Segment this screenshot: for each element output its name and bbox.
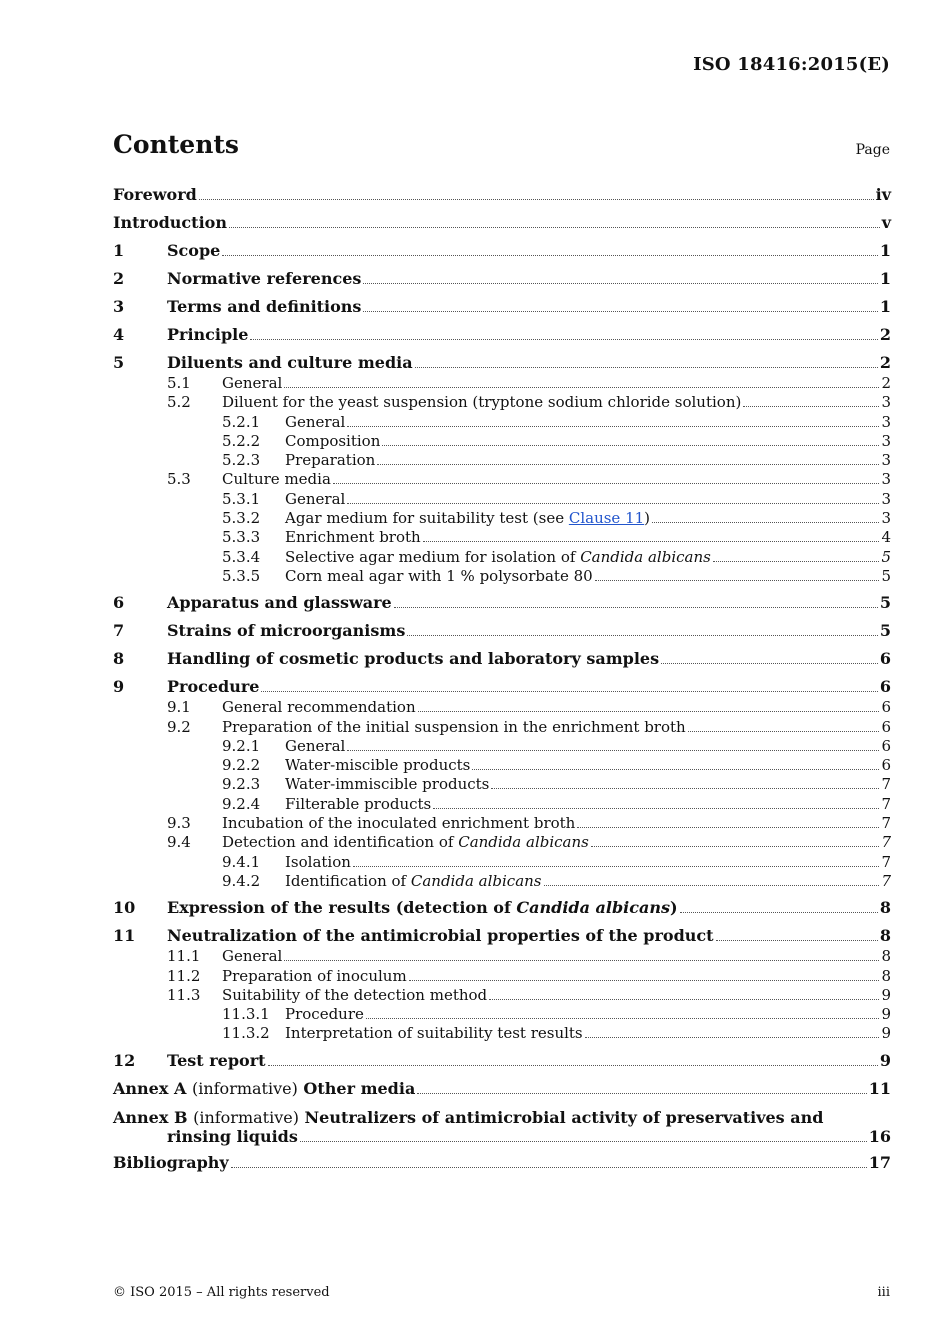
- toc-entry-number: 9.4: [167, 833, 191, 852]
- toc-entry-number: 5.3.3: [222, 528, 261, 547]
- clause-link[interactable]: Clause 11: [568, 509, 645, 528]
- dot-leader: [261, 691, 877, 692]
- toc-entry-title-text: Neutralization of the antimicrobial properties of the product: [167, 926, 714, 946]
- toc-entry[interactable]: [113, 967, 891, 986]
- toc-entry-page: 5: [879, 593, 891, 613]
- toc-entry[interactable]: [113, 947, 891, 966]
- toc-entry-page: 6: [879, 649, 891, 669]
- toc-entry-title: [167, 1050, 266, 1072]
- dot-leader: [423, 541, 880, 542]
- dot-leader: [743, 406, 879, 407]
- dot-leader: [407, 635, 878, 636]
- toc-entry-title-text: Incubation of the inoculated enrichment broth: [222, 814, 576, 833]
- toc-entry[interactable]: [113, 833, 891, 852]
- toc-entry-title: [285, 872, 542, 891]
- toc-entry[interactable]: [113, 184, 891, 206]
- toc-entry-page: 3: [881, 509, 891, 528]
- dot-leader: [363, 311, 877, 312]
- dot-leader: [661, 663, 878, 664]
- dot-leader: [489, 999, 879, 1000]
- toc-entry-title: [222, 374, 282, 393]
- dot-leader: [347, 503, 879, 504]
- toc-entry-page: iv: [875, 185, 891, 204]
- toc-entry-page: 6: [881, 698, 891, 717]
- toc-entry-title-text: General: [222, 947, 283, 966]
- toc-entry-title: [167, 925, 714, 947]
- toc-entry[interactable]: [113, 268, 891, 290]
- contents-title: Contents: [113, 130, 240, 159]
- toc-entry-page: 8: [879, 898, 891, 918]
- toc-entry-title-text: Procedure: [285, 1005, 364, 1024]
- bibliography-page: 17: [868, 1152, 891, 1172]
- toc-entry[interactable]: [113, 676, 891, 698]
- toc-entry-page: 6: [881, 736, 891, 755]
- toc-entry-title: [167, 324, 248, 346]
- toc-entry-number: 7: [113, 621, 125, 641]
- toc-entry-title: [222, 967, 407, 986]
- annex-title-text: Other media: [303, 1078, 416, 1098]
- annex-suffix: (informative): [193, 1107, 299, 1127]
- toc-entry-number: 3: [113, 297, 125, 316]
- toc-entry-title: [285, 490, 345, 509]
- toc-entry-title-text: Enrichment broth: [285, 528, 421, 547]
- dot-leader: [333, 483, 880, 484]
- toc-entry-page: 6: [881, 717, 891, 736]
- toc-entry[interactable]: [113, 775, 891, 794]
- annex-page: 16: [868, 1126, 891, 1146]
- annex-entry[interactable]: [113, 1078, 891, 1100]
- toc-entry-page: 3: [881, 470, 891, 489]
- toc-entry[interactable]: [113, 925, 891, 947]
- dot-leader: [268, 1065, 878, 1066]
- toc-entry-title: [222, 814, 575, 833]
- toc-entry-title: [285, 756, 470, 775]
- toc-entry-title-italic: Candida albicans: [580, 547, 711, 566]
- toc-entry-number: 11.3: [167, 985, 201, 1004]
- toc-entry-page: 7: [881, 871, 891, 890]
- toc-entry[interactable]: [113, 853, 891, 872]
- toc-entry-number: 9.1: [167, 698, 191, 717]
- dot-leader: [366, 1018, 880, 1019]
- toc-entry-page: 8: [881, 947, 891, 966]
- toc-entry-title: [222, 986, 487, 1005]
- dot-leader: [229, 227, 880, 228]
- toc-entry-title-text: Water-immiscible products: [285, 775, 490, 794]
- toc-entry[interactable]: [113, 986, 891, 1005]
- toc-entry-title-text: Strains of microorganisms: [167, 621, 406, 641]
- toc-entry[interactable]: [113, 620, 891, 642]
- toc-entry-title-text: Isolation: [285, 852, 351, 871]
- dot-leader: [544, 885, 880, 886]
- toc-entry-title-text: Handling of cosmetic products and laboratory samples: [167, 649, 660, 669]
- toc-entry[interactable]: [113, 718, 891, 737]
- toc-entry-title: [285, 795, 431, 814]
- toc-entry-number: 9.4.1: [222, 852, 261, 871]
- toc-entry-title-text: Culture media: [222, 470, 331, 489]
- toc-entry-title: [113, 184, 197, 206]
- toc-entry-number: 9.4.2: [222, 871, 261, 890]
- toc-entry-number: 8: [113, 649, 125, 669]
- footer-copyright: © ISO 2015 – All rights reserved: [113, 1285, 330, 1300]
- annex-label: Annex B: [113, 1107, 188, 1127]
- toc-entry-number: 2: [113, 269, 125, 288]
- dot-leader: [433, 808, 879, 809]
- toc-entry-title-text: Water-miscible products: [285, 756, 471, 775]
- dot-leader: [716, 940, 878, 941]
- dot-leader: [585, 1037, 880, 1038]
- dot-leader: [347, 750, 879, 751]
- toc-entry-title-text: Identification of: [285, 871, 411, 890]
- table-of-contents: [113, 184, 891, 1174]
- toc-entry-title: [167, 240, 220, 262]
- annex-suffix: (informative): [191, 1078, 298, 1098]
- toc-entry-title: [285, 548, 711, 567]
- dot-leader: [284, 960, 879, 961]
- toc-entry-title: [285, 451, 375, 470]
- dot-leader: [382, 445, 879, 446]
- toc-entry-page: 6: [881, 756, 891, 775]
- toc-entry-number: 11.3.2: [222, 1024, 270, 1043]
- toc-entry-page: 8: [879, 926, 891, 946]
- toc-entry-title-text: General: [285, 412, 346, 431]
- toc-entry[interactable]: [113, 795, 891, 814]
- toc-entry-page: 9: [881, 1024, 891, 1043]
- dot-leader: [680, 912, 878, 913]
- toc-entry[interactable]: [113, 509, 891, 528]
- toc-entry-number: 6: [113, 593, 125, 613]
- toc-entry-title: [222, 718, 686, 737]
- toc-entry-title-text: Corn meal agar with 1 % polysorbate 80: [285, 566, 593, 585]
- toc-entry-title-text: Diluent for the yeast suspension (tryptone sodium chloride solution): [222, 393, 742, 412]
- toc-entry-title: [285, 509, 650, 528]
- toc-entry-title: [167, 352, 413, 374]
- toc-entry-title: [222, 947, 282, 966]
- toc-entry[interactable]: [113, 470, 891, 489]
- toc-entry[interactable]: [113, 240, 891, 262]
- toc-entry-number: 5.3.2: [222, 509, 261, 528]
- toc-entry-title: [222, 393, 741, 412]
- toc-entry[interactable]: [113, 648, 891, 670]
- toc-entry-title: [285, 775, 489, 794]
- dot-leader: [415, 367, 878, 368]
- toc-entry-number: 11.1: [167, 947, 201, 966]
- toc-entry-page: 6: [879, 677, 891, 697]
- toc-entry-page: 3: [881, 451, 891, 470]
- dot-leader: [577, 827, 879, 828]
- toc-entry[interactable]: [113, 737, 891, 756]
- toc-entry-page: 3: [881, 412, 891, 431]
- toc-entry-title-text: General recommendation: [222, 698, 416, 717]
- bibliography-entry[interactable]: [113, 1152, 891, 1174]
- document-id: ISO 18416:2015(E): [693, 54, 890, 75]
- toc-entry-number: 9.2.3: [222, 775, 261, 794]
- dot-leader: [688, 731, 880, 732]
- bibliography-title: Bibliography: [113, 1152, 229, 1172]
- toc-entry-title: [285, 528, 421, 547]
- toc-entry[interactable]: [113, 432, 891, 451]
- toc-entry[interactable]: [113, 1050, 891, 1072]
- toc-entry-page: 9: [879, 1050, 891, 1070]
- toc-entry-title-text: Foreword: [113, 185, 197, 204]
- toc-entry-title: [285, 413, 345, 432]
- annex-title: [113, 1078, 415, 1100]
- dot-leader: [284, 387, 879, 388]
- dot-leader: [491, 788, 879, 789]
- toc-entry-title-text: Introduction: [113, 213, 227, 232]
- toc-entry-title-text: Selective agar medium for isolation of: [285, 547, 581, 566]
- toc-entry-page: 7: [881, 814, 891, 833]
- toc-entry-page: 1: [879, 269, 891, 288]
- toc-entry-title-text: Expression of the results (detection of: [167, 898, 517, 918]
- toc-entry-number: 1: [113, 241, 125, 260]
- toc-entry-number: 12: [113, 1050, 136, 1070]
- toc-entry-page: 7: [881, 852, 891, 871]
- dot-leader: [377, 464, 879, 465]
- toc-entry-title-text: Composition: [285, 431, 381, 450]
- toc-entry-number: 9.2.4: [222, 794, 261, 813]
- toc-entry-number: 5.3.1: [222, 489, 261, 508]
- dot-leader: [417, 1093, 866, 1094]
- toc-entry-title: [285, 432, 380, 451]
- toc-entry-title-suffix: ): [644, 509, 651, 528]
- toc-entry-page: 2: [879, 353, 891, 372]
- dot-leader: [591, 846, 880, 847]
- toc-entry-title: [285, 1005, 364, 1024]
- toc-entry-page: 5: [879, 621, 891, 641]
- toc-entry-title: [285, 853, 351, 872]
- toc-entry-title: [167, 296, 361, 318]
- toc-entry-title: [222, 698, 416, 717]
- toc-entry-number: 4: [113, 325, 125, 344]
- annex-title-text: Neutralizers of antimicrobial activity of preservatives and: [304, 1107, 824, 1127]
- toc-entry[interactable]: [113, 567, 891, 586]
- toc-entry-page: 5: [881, 547, 891, 566]
- dot-leader: [652, 522, 879, 523]
- toc-entry-title-italic: Candida albicans: [458, 833, 589, 852]
- toc-entry-title: [167, 268, 361, 290]
- toc-entry-number: 5.2.2: [222, 431, 261, 450]
- toc-entry-number: 5: [113, 353, 125, 372]
- toc-entry-number: 5.3.4: [222, 547, 261, 566]
- dot-leader: [353, 866, 880, 867]
- toc-entry[interactable]: [113, 413, 891, 432]
- toc-entry-title: [222, 470, 331, 489]
- toc-entry-title-italic: Candida albicans: [516, 898, 671, 918]
- annex-title-continuation: [113, 1127, 891, 1146]
- toc-entry-title: [113, 212, 227, 234]
- toc-entry-page: 4: [881, 528, 891, 547]
- toc-entry[interactable]: [113, 296, 891, 318]
- toc-entry-title-text: Apparatus and glassware: [167, 593, 392, 613]
- toc-entry-title: [222, 833, 589, 852]
- toc-entry[interactable]: [113, 592, 891, 614]
- toc-entry-title: [167, 676, 259, 698]
- dot-leader: [363, 283, 877, 284]
- annex-label: Annex A: [113, 1078, 187, 1098]
- toc-entry-title: [167, 620, 405, 642]
- toc-entry-number: 5.3.5: [222, 566, 261, 585]
- toc-entry-title-suffix: ): [670, 898, 678, 918]
- toc-entry[interactable]: [113, 814, 891, 833]
- toc-entry[interactable]: [113, 528, 891, 547]
- toc-entry[interactable]: [113, 212, 891, 234]
- toc-entry-number: 5.3: [167, 470, 191, 489]
- toc-entry-title: [285, 567, 593, 586]
- dot-leader: [250, 339, 877, 340]
- toc-entry-number: 5.1: [167, 374, 191, 392]
- toc-entry-number: 5.2: [167, 393, 191, 412]
- toc-entry[interactable]: [113, 451, 891, 470]
- toc-entry[interactable]: [113, 872, 891, 891]
- toc-entry-title-text: Preparation of inoculum: [222, 966, 407, 985]
- toc-entry-title: [167, 592, 392, 614]
- toc-entry-number: 9.2.1: [222, 736, 261, 755]
- toc-entry-title-text: Procedure: [167, 677, 260, 697]
- toc-entry[interactable]: [113, 548, 891, 567]
- toc-entry-number: 11.3.1: [222, 1005, 270, 1024]
- toc-entry-title-text: Terms and definitions: [167, 297, 362, 316]
- toc-entry-page: 3: [881, 431, 891, 450]
- dot-leader: [713, 561, 880, 562]
- toc-entry-title-text: Suitability of the detection method: [222, 985, 488, 1004]
- toc-entry-number: 10: [113, 898, 136, 918]
- toc-entry-page: 3: [881, 489, 891, 508]
- page-column-label: Page: [855, 142, 890, 158]
- toc-entry-page: 1: [879, 241, 891, 260]
- toc-entry-number: 11.2: [167, 966, 201, 985]
- dot-leader: [418, 711, 880, 712]
- toc-entry-page: 7: [881, 833, 891, 852]
- dot-leader: [347, 426, 879, 427]
- toc-entry-page: 1: [879, 297, 891, 316]
- toc-entry-number: 5.2.3: [222, 451, 261, 470]
- annex-entry[interactable]: [113, 1108, 891, 1146]
- toc-entry[interactable]: [113, 897, 891, 919]
- toc-entry-number: 9.2: [167, 717, 191, 736]
- toc-entry-number: 9.3: [167, 814, 191, 833]
- dot-leader: [199, 199, 874, 200]
- toc-entry-title-text: General: [285, 489, 346, 508]
- toc-entry-title: [285, 737, 345, 756]
- dot-leader: [231, 1167, 867, 1168]
- toc-entry-title-text: Diluents and culture media: [167, 353, 413, 372]
- toc-entry-title-text: Filterable products: [285, 794, 432, 813]
- toc-entry-number: 5.2.1: [222, 412, 261, 431]
- toc-entry[interactable]: [113, 1005, 891, 1024]
- toc-entry[interactable]: [113, 393, 891, 412]
- toc-entry-page: 2: [881, 374, 891, 392]
- dot-leader: [300, 1141, 867, 1142]
- toc-entry-title-text: Detection and identification of: [222, 833, 459, 852]
- toc-entry-title-text: Agar medium for suitability test (see: [285, 509, 569, 528]
- toc-entry-page: 9: [881, 1005, 891, 1024]
- toc-entry[interactable]: [113, 374, 891, 393]
- toc-entry-number: 9: [113, 677, 125, 697]
- toc-entry-title-text: General: [285, 736, 346, 755]
- toc-entry-title-text: Preparation of the initial suspension in the enrichment broth: [222, 717, 686, 736]
- toc-entry-number: 11: [113, 926, 136, 946]
- toc-entry[interactable]: [113, 490, 891, 509]
- toc-entry-number: 9.2.2: [222, 756, 261, 775]
- toc-entry-title: [285, 1024, 583, 1043]
- toc-entry-title-text: Test report: [167, 1050, 266, 1070]
- toc-entry-title-text: Principle: [167, 325, 249, 344]
- toc-entry[interactable]: [113, 352, 891, 374]
- dot-leader: [472, 769, 879, 770]
- toc-entry-page: 7: [881, 775, 891, 794]
- annex-title-cont-text: rinsing liquids: [167, 1126, 298, 1146]
- dot-leader: [595, 580, 880, 581]
- toc-entry-title-text: Scope: [167, 241, 221, 260]
- toc-entry-page: 8: [881, 966, 891, 985]
- toc-entry-title-text: Preparation: [285, 451, 376, 470]
- dot-leader: [409, 980, 880, 981]
- toc-entry-title-italic: Candida albicans: [410, 871, 542, 890]
- toc-entry[interactable]: [113, 698, 891, 717]
- annex-title-line: [113, 1108, 891, 1127]
- dot-leader: [222, 255, 878, 256]
- toc-entry-page: 3: [881, 393, 891, 412]
- annex-page: 11: [868, 1078, 891, 1098]
- toc-entry-title-text: Normative references: [167, 269, 362, 288]
- toc-entry-page: 5: [881, 566, 891, 585]
- toc-entry-page: 2: [879, 325, 891, 344]
- toc-entry-title: [167, 648, 659, 670]
- toc-entry-page: 7: [881, 794, 891, 813]
- toc-entry-page: v: [881, 213, 891, 232]
- footer-page-number: iii: [877, 1285, 890, 1300]
- toc-entry-page: 9: [881, 985, 891, 1004]
- toc-entry-title-text: Interpretation of suitability test results: [285, 1024, 583, 1043]
- toc-entry[interactable]: [113, 324, 891, 346]
- dot-leader: [394, 607, 878, 608]
- toc-entry-title-text: General: [222, 374, 283, 392]
- toc-entry[interactable]: [113, 1024, 891, 1043]
- toc-entry[interactable]: [113, 756, 891, 775]
- toc-entry-title: [167, 897, 678, 919]
